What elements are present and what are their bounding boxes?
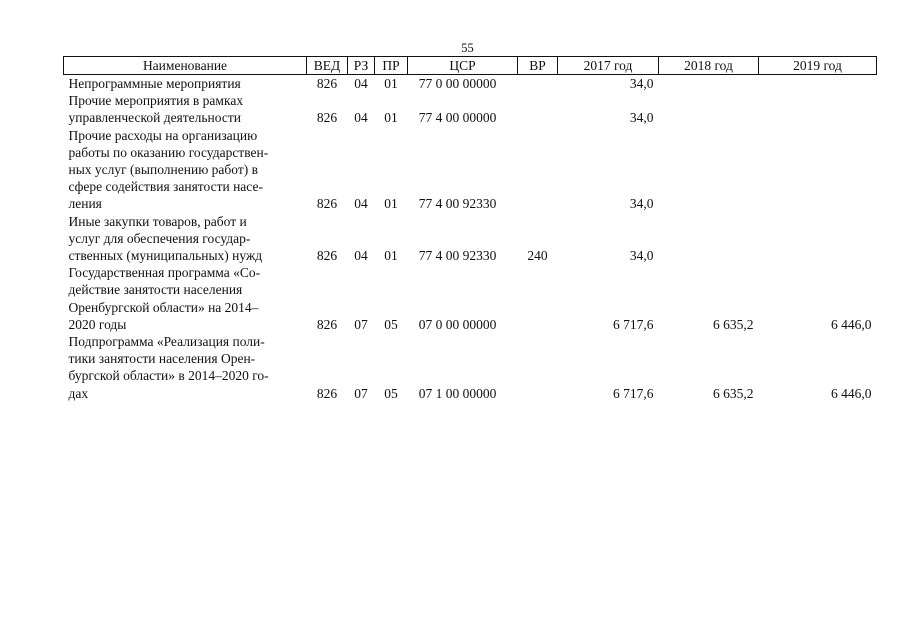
row-name: Государственная программа «Со- действие занятости населения Оренбургской области» на 2014– 2020 годы: [68, 265, 261, 332]
header-2018: 2018 год: [659, 57, 759, 75]
row-vr: [518, 333, 558, 402]
row-name: Прочие расходы на организацию работы по оказанию государствен- ных услуг (выполнению работ) в сфере содействия занятости насе- ления: [68, 127, 269, 212]
row-ved: 826: [316, 385, 338, 401]
table-row: [64, 75, 877, 93]
table-header-row: [64, 57, 877, 75]
row-name: Иные закупки товаров, работ и услуг для обеспечения государ- ственных (муниципальных) нужд: [68, 213, 263, 264]
row-csr: 77 4 00 92330: [418, 196, 497, 212]
row-csr: 07 1 00 00000: [418, 385, 497, 401]
budget-table: [63, 56, 877, 402]
header-name: Наименование: [64, 57, 307, 75]
row-2019: [759, 92, 877, 126]
row-ved: 826: [316, 110, 338, 126]
row-csr: 77 4 00 92330: [418, 248, 497, 264]
row-2018: [659, 127, 759, 213]
table-row: [64, 213, 877, 265]
header-rz: РЗ: [348, 57, 375, 75]
row-rz: 04: [354, 110, 368, 126]
row-csr: 77 4 00 00000: [418, 110, 497, 126]
table-row: [64, 333, 877, 402]
row-pr: 05: [384, 316, 398, 332]
table-row: [64, 92, 877, 126]
table-row: [64, 127, 877, 213]
row-2018: [659, 92, 759, 126]
row-2017: 34,0: [629, 248, 654, 264]
row-2017: 34,0: [629, 196, 654, 212]
row-2017: 34,0: [629, 76, 654, 91]
table-row: [64, 264, 877, 333]
row-2019: 6 446,0: [831, 316, 872, 332]
row-rz: 04: [354, 76, 368, 91]
row-2019: 6 446,0: [831, 385, 872, 401]
header-ved: ВЕД: [307, 57, 348, 75]
row-name: Непрограммные мероприятия: [68, 76, 241, 91]
page-number: 55: [461, 41, 474, 55]
row-2019: [759, 127, 877, 213]
row-pr: 01: [384, 76, 398, 91]
row-vr: [518, 264, 558, 333]
header-pr: ПР: [375, 57, 408, 75]
row-vr: [518, 75, 558, 93]
row-ved: 826: [316, 76, 338, 91]
row-rz: 04: [354, 248, 368, 264]
row-2017: 6 717,6: [613, 385, 654, 401]
row-2019: [759, 75, 877, 93]
row-rz: 07: [354, 385, 368, 401]
row-2017: 34,0: [629, 110, 654, 126]
row-csr: 07 0 00 00000: [418, 316, 497, 332]
row-vr: [518, 127, 558, 213]
row-pr: 01: [384, 248, 398, 264]
row-pr: 05: [384, 385, 398, 401]
row-rz: 07: [354, 316, 368, 332]
row-ved: 826: [316, 196, 338, 212]
row-2018: [659, 75, 759, 93]
row-rz: 04: [354, 196, 368, 212]
row-name: Прочие мероприятия в рамках управленческой деятельности: [68, 93, 244, 126]
row-ved: 826: [316, 316, 338, 332]
row-2018: 6 635,2: [713, 385, 754, 401]
row-csr: 77 0 00 00000: [418, 76, 497, 91]
row-pr: 01: [384, 196, 398, 212]
row-2018: [659, 213, 759, 265]
header-vr: ВР: [518, 57, 558, 75]
row-name: Подпрограмма «Реализация поли- тики занятости населения Орен- бургской области» в 2014–2020 го- дах: [68, 334, 269, 401]
row-ved: 826: [316, 248, 338, 264]
row-2018: 6 635,2: [713, 316, 754, 332]
row-2017: 6 717,6: [613, 316, 654, 332]
row-pr: 01: [384, 110, 398, 126]
header-2019: 2019 год: [759, 57, 877, 75]
header-2017: 2017 год: [558, 57, 659, 75]
row-2019: [759, 213, 877, 265]
header-csr: ЦСР: [408, 57, 518, 75]
row-vr: [518, 92, 558, 126]
row-vr: 240: [527, 248, 548, 264]
